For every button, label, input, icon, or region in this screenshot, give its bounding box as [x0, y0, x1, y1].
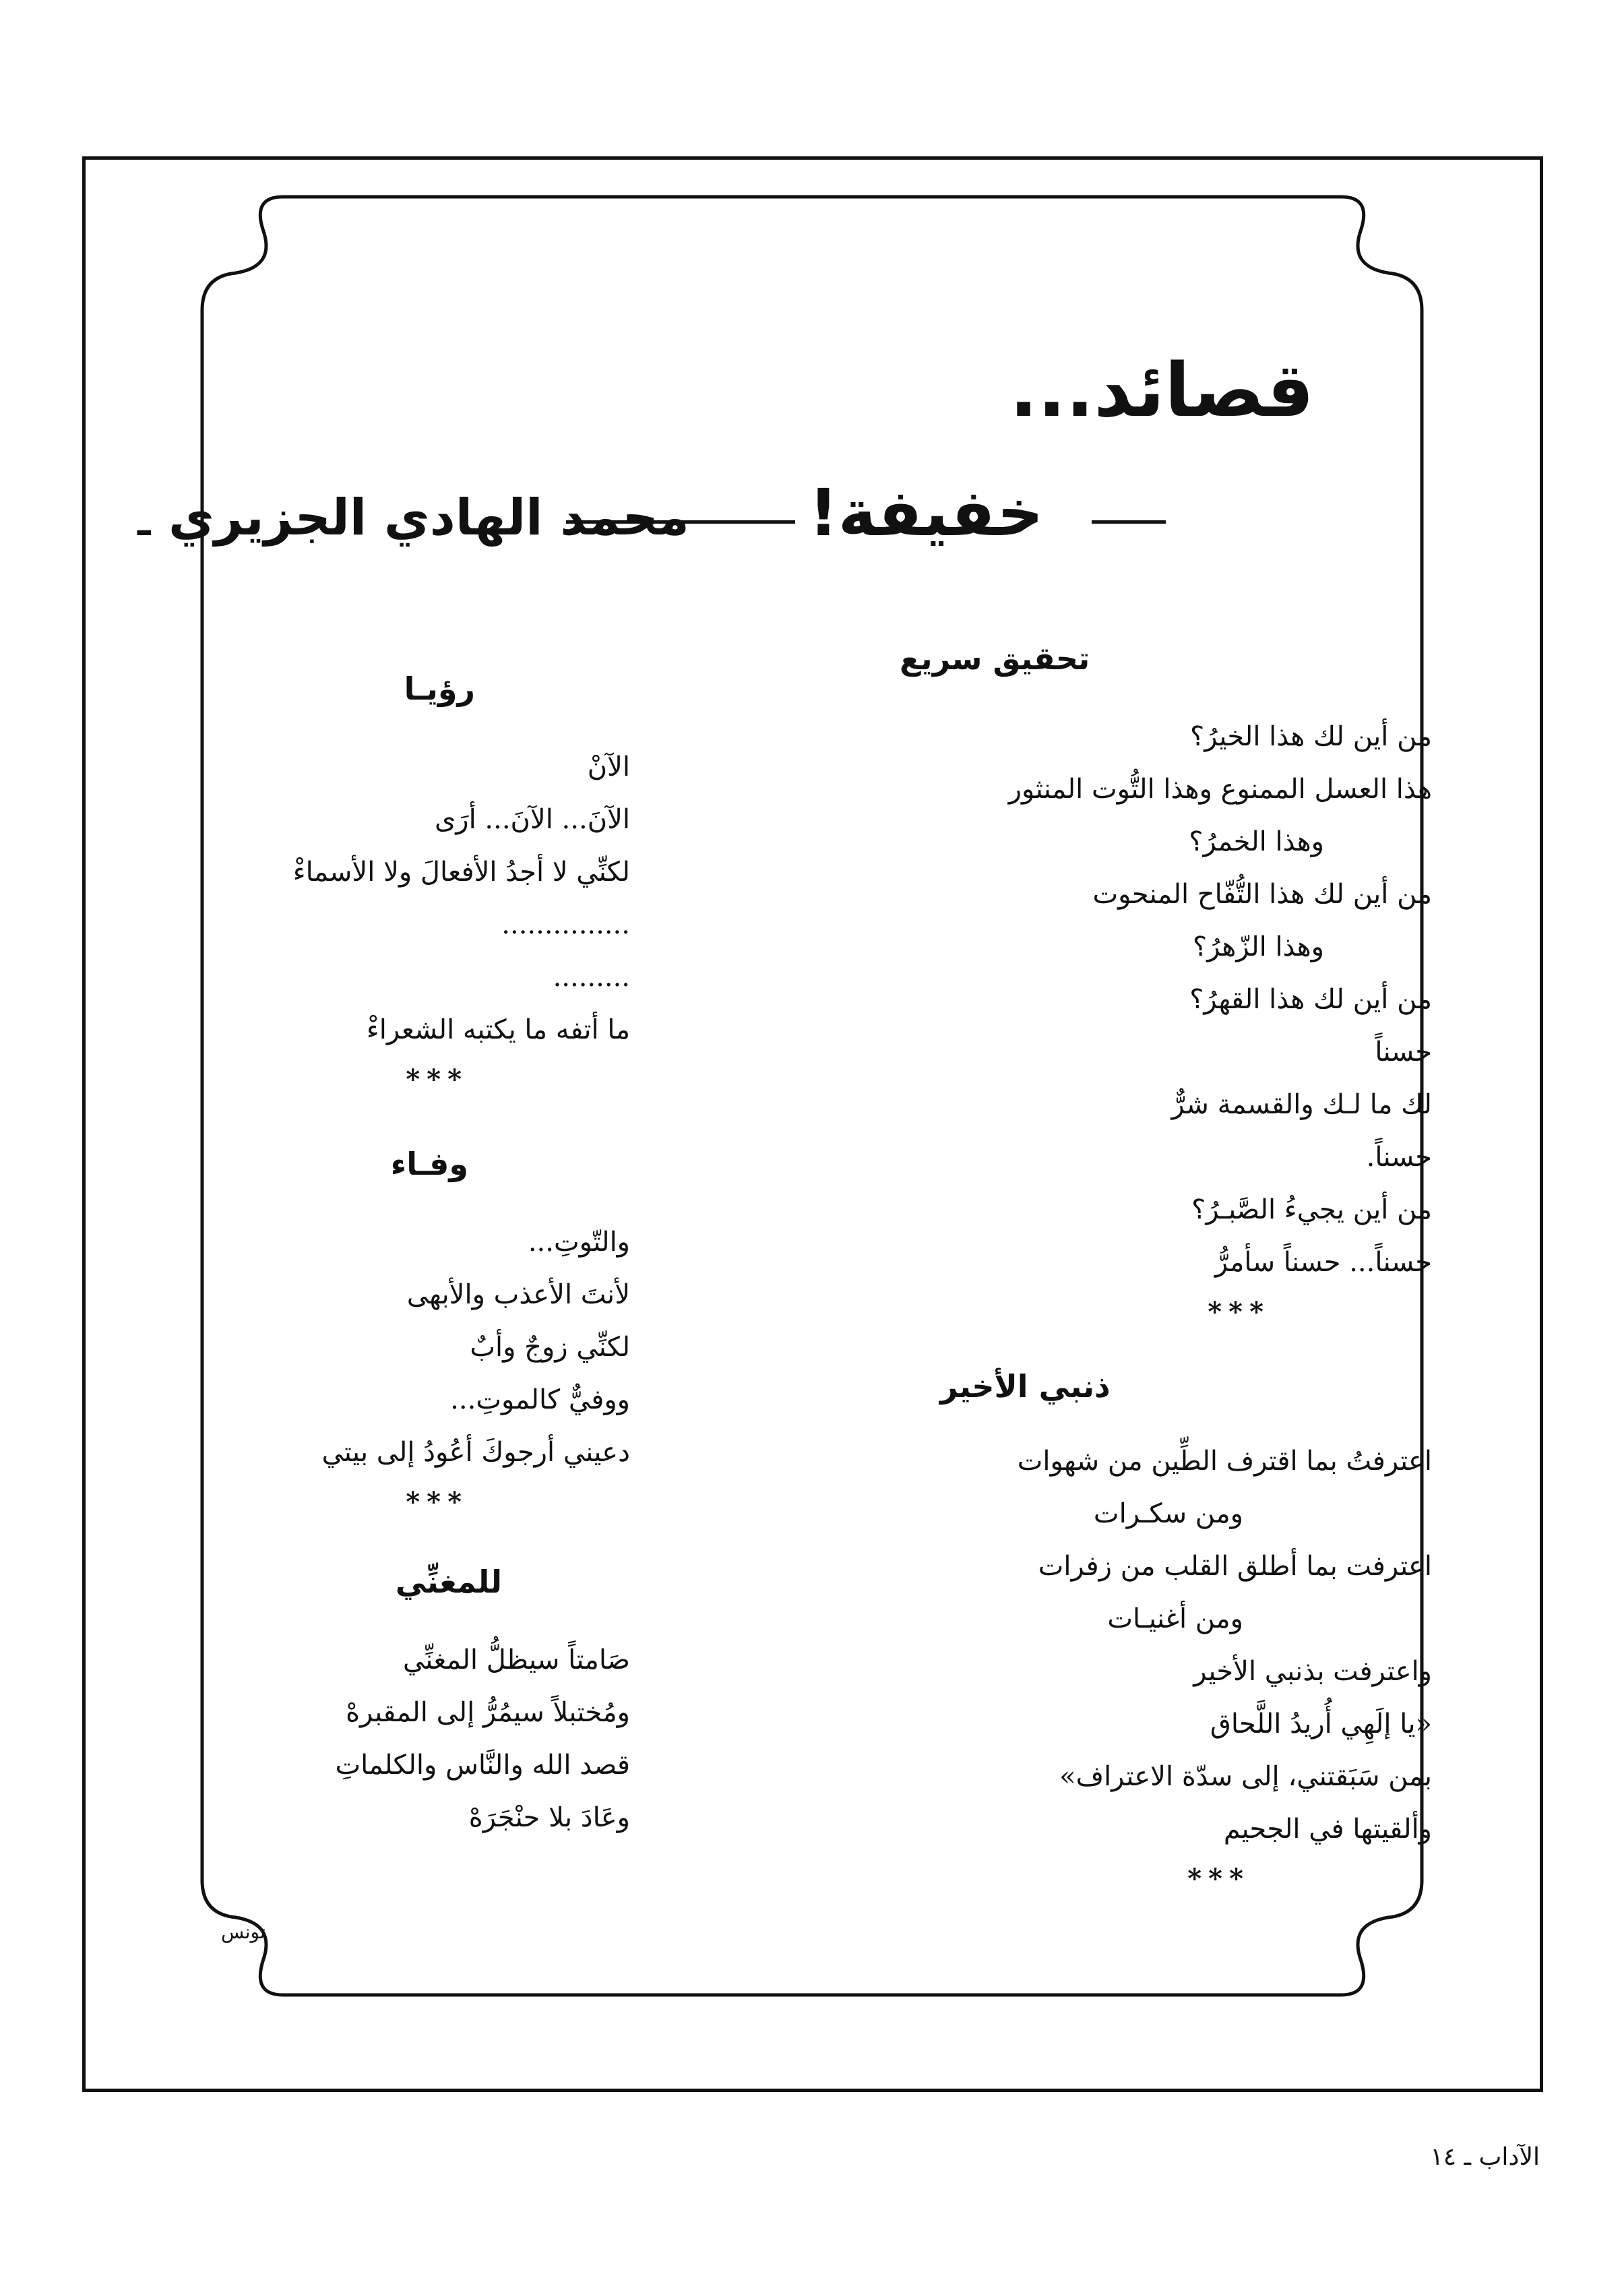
section-separator: *** [406, 1064, 468, 1095]
poem-title: ذنبي الأخير [940, 1368, 1111, 1405]
author-name: محمد الهادي الجزيري [168, 489, 689, 547]
poem-line: «يا إلَهِي أُريدُ اللَّحاق [1210, 1708, 1432, 1740]
poem-line: قصد الله والنَّاس والكلماتِ [335, 1750, 630, 1781]
poem-title: وفـاء [390, 1146, 468, 1182]
poem-line: الآنْ [587, 751, 630, 782]
poem-line: من أين لك هذا التُّفّاح المنحوت [1092, 879, 1432, 910]
poem-line: اعترفت بما أطلق القلب من زفرات [1038, 1551, 1432, 1582]
poem-line: وهذا الزّهرُ؟ [1193, 931, 1324, 962]
page-footer: الآداب ـ ١٤ [1430, 2143, 1540, 2171]
poem-title: تحقيق سريع [900, 640, 1090, 677]
poem-line: حسناً. [1366, 1142, 1432, 1173]
poem-line: ......... [553, 962, 630, 993]
poem-ruya [253, 671, 630, 1103]
city-label: تونس [221, 1921, 266, 1943]
poem-line: دعيني أرجوكَ أعُودُ إلى بيتي [321, 1437, 630, 1468]
section-separator: *** [1187, 1863, 1250, 1895]
poem-line: لأنتَ الأعذب والأبهى [406, 1279, 630, 1310]
section-separator: *** [406, 1486, 468, 1518]
poem-line: من أين لك هذا الخيرُ؟ [1189, 721, 1432, 752]
poem-line: والتّوتِ... [528, 1227, 630, 1258]
poem-line: لكنِّي زوجٌ وأبٌ [470, 1332, 630, 1363]
poem-line: ما أتفه ما يكتبه الشعراءْ [366, 1014, 630, 1045]
poem-line: لك ما لـك والقسمة شرٌّ [1171, 1089, 1432, 1120]
author-dash: ـ [138, 497, 150, 545]
poem-line: من أين يجيءُ الصَّبـرُ؟ [1191, 1194, 1432, 1225]
poem-line: صَامتاً سيظلُّ المغنِّي [402, 1644, 630, 1675]
poem-line: الآنَ... الآنَ... أرَى [434, 804, 630, 835]
poem-lil-mughanni [253, 1564, 630, 1844]
poem-line: ومن أغنيـات [1107, 1603, 1243, 1634]
poem-title: للمغنِّي [395, 1564, 502, 1600]
poem-line: وألقيتها في الجحيم [1223, 1814, 1432, 1845]
section-separator: *** [1208, 1296, 1270, 1328]
poem-line: حسناً... حسناً سأمرُّ [1214, 1247, 1432, 1278]
poem-line: من أين لك هذا القهرُ؟ [1189, 984, 1432, 1015]
poem-title: رؤيـا [404, 671, 475, 707]
poem-line: حسناً [1375, 1037, 1432, 1068]
poem-line: ومُختبلاً سيمُرُّ إلى المقبرهْ [346, 1697, 630, 1728]
poem-dhanbi-al-akhir [825, 1368, 1432, 1903]
main-title: قصائد... [1009, 347, 1314, 433]
poem-line: لكنِّي لا أجدُ الأفعالَ ولا الأسماءْ [292, 857, 630, 888]
poem-line: واعترفت بذنبي الأخير [1193, 1656, 1432, 1687]
poem-line: وهذا الخمرُ؟ [1189, 826, 1324, 857]
poem-wafa [253, 1146, 630, 1526]
rule-right [1092, 520, 1166, 524]
poem-line: ووفيٌّ كالموتِ... [450, 1384, 630, 1415]
poem-tahqiq-sari [825, 640, 1432, 1336]
poem-line: وعَادَ بلا حنْجَرَهْ [468, 1802, 630, 1833]
subtitle: خفيفة! [809, 475, 1044, 551]
poem-line: اعترفتُ بما اقترف الطِّين من شهوات [1017, 1446, 1432, 1477]
poem-line: هذا العسل الممنوع وهذا التُّوت المنثور [1008, 774, 1432, 805]
poem-line: بمن سَبَقتني، إلى سدّة الاعتراف» [1059, 1761, 1432, 1792]
poem-line: ............... [501, 909, 630, 940]
poem-line: ومن سكـرات [1093, 1498, 1243, 1529]
